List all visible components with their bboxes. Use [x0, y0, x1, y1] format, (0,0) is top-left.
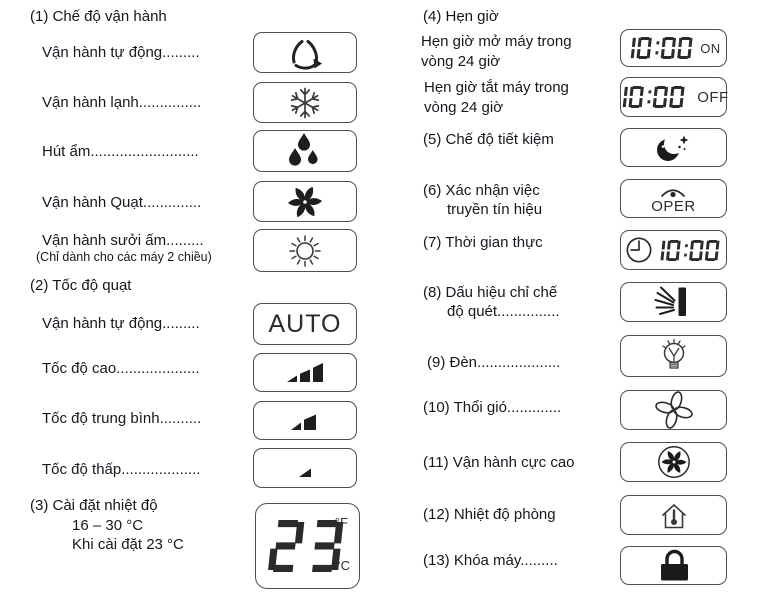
- snowflake-icon: [287, 85, 323, 121]
- label-timer-on-line2: vòng 24 giờ: [421, 53, 501, 70]
- label-fan-operation: Vận hành Quạt..............: [42, 194, 202, 211]
- water-drops-icon: [288, 133, 322, 169]
- label-airflow: (10) Thổi gió.............: [423, 399, 562, 416]
- lock-icon: [651, 548, 697, 583]
- label-auto-operation: Vận hành tự động.........: [42, 44, 200, 61]
- symbol-box-fan-medium: [253, 401, 357, 440]
- fan-icon: [285, 182, 325, 222]
- timer-on-display: [626, 37, 696, 59]
- label-timer-on-line1: Hẹn giờ mở máy trong: [421, 33, 572, 50]
- airflow-icon: [654, 390, 694, 430]
- label-swing-line2: độ quét...............: [447, 303, 560, 320]
- label-lock: (13) Khóa máy.........: [423, 552, 558, 569]
- temp-note: Khi cài đặt 23 °C: [72, 536, 184, 553]
- label-fan-high: Tốc độ cao....................: [42, 360, 200, 377]
- auto-text: AUTO: [268, 309, 342, 338]
- label-signal-line1: (6) Xác nhận việc: [423, 182, 540, 199]
- real-time-display: [656, 240, 723, 261]
- symbol-box-economy: [620, 128, 727, 167]
- section-4-heading: (4) Hẹn giờ: [423, 8, 499, 25]
- bulb-icon: [655, 339, 693, 373]
- label-signal-line2: truyền tín hiệu: [447, 201, 543, 218]
- label-fan-low: Tốc độ thấp...................: [42, 461, 201, 478]
- symbol-box-heat: [253, 229, 357, 272]
- label-timer-off-line2: vòng 24 giờ: [424, 99, 504, 116]
- label-turbo: (11) Vận hành cực cao: [423, 454, 575, 471]
- symbol-box-lock: [620, 546, 727, 585]
- label-economy-mode: (5) Chế độ tiết kiệm: [423, 131, 554, 148]
- moon-stars-icon: [654, 131, 694, 165]
- timer-off-suffix: OFF: [697, 88, 729, 106]
- symbol-box-swing: [620, 282, 727, 322]
- temp-range: 16 – 30 °C: [72, 517, 144, 534]
- auto-mode-icon: [283, 35, 327, 71]
- label-heat-note: (Chỉ dành cho các máy 2 chiều): [36, 250, 212, 264]
- section-1-heading: (1) Chế độ vận hành: [30, 8, 167, 25]
- label-cool-operation: Vận hành lạnh...............: [42, 94, 202, 111]
- symbol-box-fan-high: [253, 353, 357, 392]
- clock-icon: [625, 236, 653, 264]
- label-real-time: (7) Thời gian thực: [423, 234, 543, 251]
- symbol-box-fan-auto: [253, 303, 357, 345]
- fan-speed-medium-icon: [282, 408, 328, 434]
- signal-icon: [653, 183, 693, 198]
- celsius-unit: °C: [335, 558, 350, 573]
- symbol-box-dry: [253, 130, 357, 172]
- symbol-box-timer-on: [620, 29, 727, 67]
- sun-icon: [285, 233, 325, 269]
- symbol-box-lamp: [620, 335, 727, 377]
- symbol-box-auto-mode: [253, 32, 357, 73]
- turbo-fan-icon: [655, 443, 693, 481]
- swing-icon: [651, 284, 697, 320]
- label-swing-line1: (8) Dấu hiệu chỉ chế: [423, 284, 558, 301]
- symbol-box-airflow: [620, 390, 727, 430]
- symbol-box-real-time: [620, 230, 727, 270]
- label-lamp: (9) Đèn....................: [427, 354, 561, 371]
- temperature-display-box: [255, 503, 360, 589]
- label-timer-off-line1: Hẹn giờ tắt máy trong: [424, 79, 569, 96]
- symbol-box-cool: [253, 82, 357, 123]
- label-fan-medium: Tốc độ trung bình..........: [42, 410, 202, 427]
- symbol-box-fan-low: [253, 448, 357, 488]
- symbol-box-fan: [253, 181, 357, 222]
- fan-speed-low-icon: [282, 455, 328, 481]
- section-2-heading: (2) Tốc độ quạt: [30, 277, 132, 294]
- timer-on-suffix: ON: [700, 40, 721, 56]
- label-room-temp: (12) Nhiệt độ phòng: [423, 506, 556, 523]
- symbol-box-signal: [620, 179, 727, 218]
- fahrenheit-unit: °F: [334, 515, 348, 530]
- symbol-box-timer-off: [620, 77, 727, 117]
- symbol-box-room-temp: [620, 495, 727, 535]
- fan-speed-high-icon: [282, 360, 328, 386]
- label-dry-mode: Hút ẩm..........................: [42, 143, 199, 160]
- label-heat-operation: Vận hành sưởi ấm.........: [42, 232, 204, 249]
- label-fan-auto: Vận hành tự động.........: [42, 315, 200, 332]
- symbol-box-turbo: [620, 442, 727, 482]
- timer-off-display: [618, 86, 688, 108]
- room-temp-icon: [655, 498, 693, 532]
- section-3-heading: (3) Cài đặt nhiệt độ: [30, 497, 158, 514]
- oper-text: OPER: [651, 198, 696, 215]
